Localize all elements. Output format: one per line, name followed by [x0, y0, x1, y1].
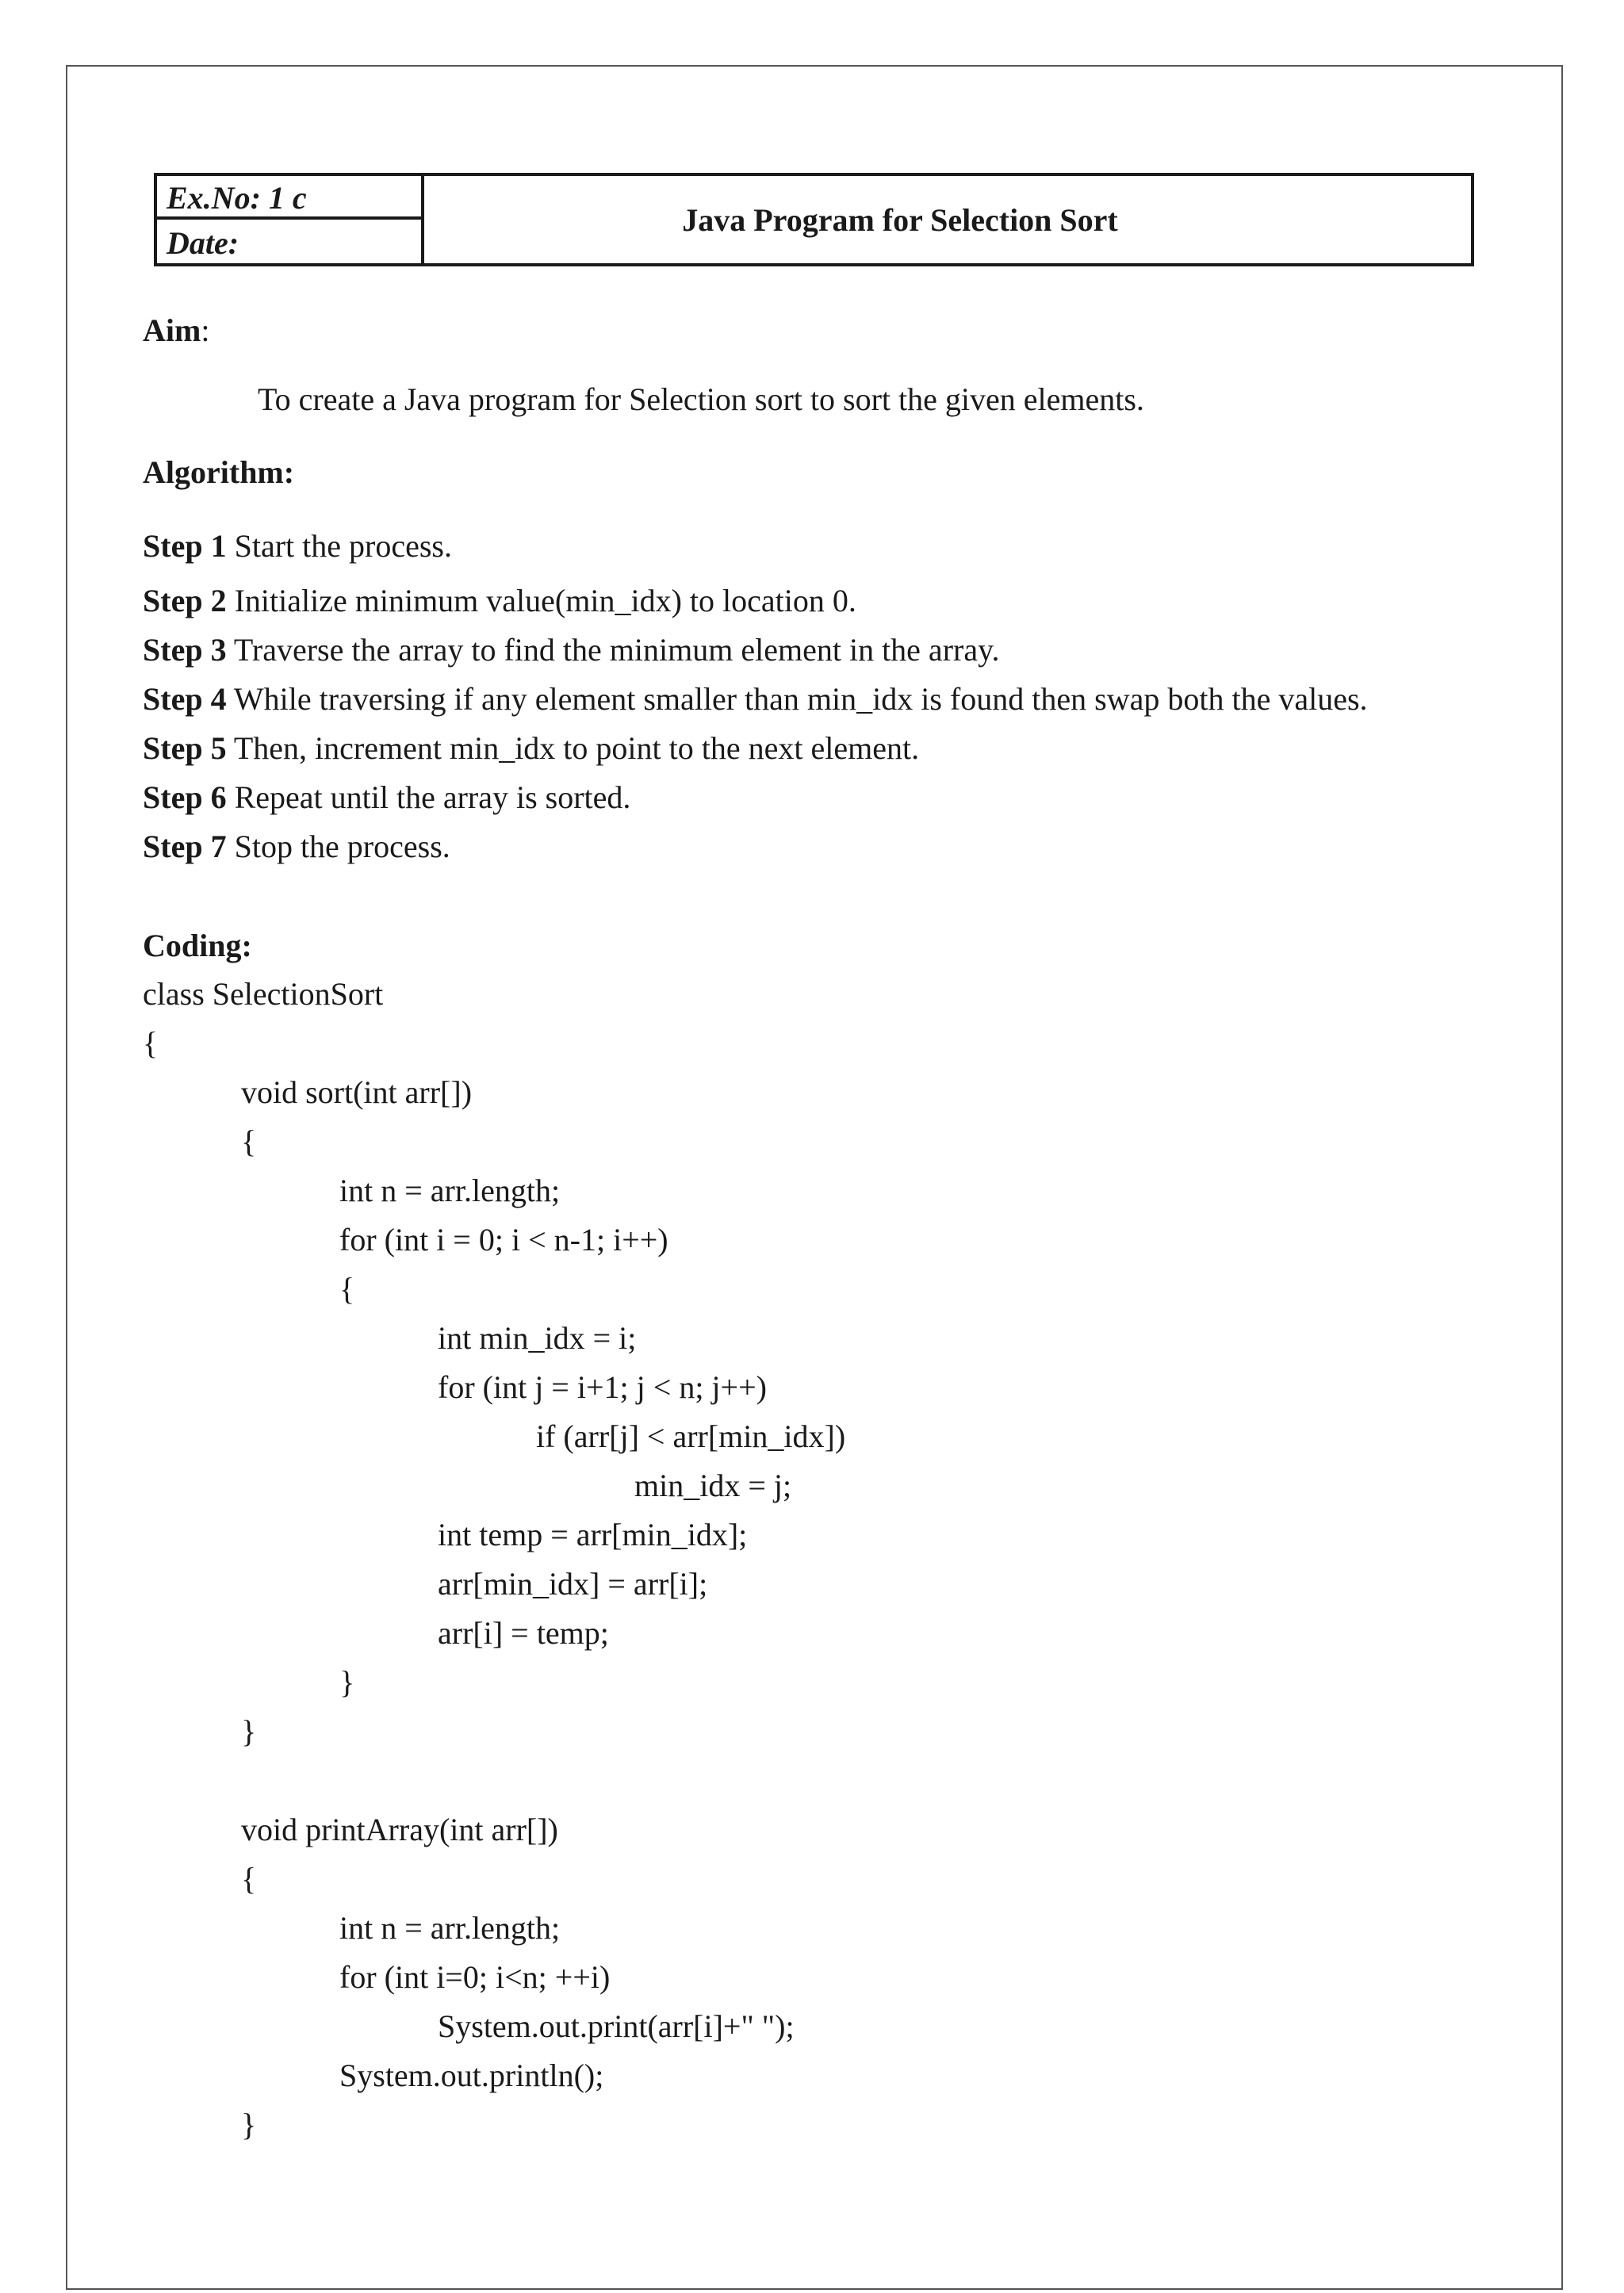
step-label: Step 4: [143, 681, 227, 717]
code-line: arr[i] = temp;: [438, 1615, 609, 1651]
step-text: Then, increment min_idx to point to the next element.: [233, 730, 920, 766]
code-line: for (int j = i+1; j < n; j++): [438, 1369, 767, 1405]
step-label: Step 3: [143, 632, 227, 668]
step-label: Step 1: [143, 528, 227, 564]
step-label: Step 6: [143, 779, 227, 815]
code-line: {: [241, 1861, 257, 1897]
header-left-column: [157, 176, 424, 263]
code-line: }: [241, 1713, 257, 1749]
algorithm-heading: Algorithm:: [143, 454, 295, 490]
coding-heading: Coding:: [143, 928, 252, 963]
code-line: }: [241, 2107, 257, 2142]
step-text: Repeat until the array is sorted.: [234, 779, 631, 815]
program-title: Java Program for Selection Sort: [682, 201, 1118, 238]
step-text: Traverse the array to find the minimum element in the array.: [233, 632, 1000, 668]
step-label: Step 2: [143, 583, 227, 618]
code-line: {: [241, 1124, 257, 1159]
algorithm-step: [143, 527, 452, 565]
code-line: {: [143, 1025, 159, 1061]
step-text: While traversing if any element smaller than min_idx is found then swap both the values.: [233, 681, 1368, 717]
step-label: Step 5: [143, 730, 227, 766]
algorithm-step: [143, 729, 919, 768]
code-line: {: [339, 1271, 355, 1307]
step-text: Stop the process.: [234, 829, 450, 864]
code-line: int n = arr.length;: [339, 1173, 561, 1208]
algorithm-step: [143, 582, 856, 620]
code-line: int n = arr.length;: [339, 1910, 561, 1946]
code-line: for (int i = 0; i < n-1; i++): [339, 1222, 668, 1258]
code-line: int min_idx = i;: [438, 1320, 637, 1356]
step-text: Initialize minimum value(min_idx) to location 0.: [234, 583, 856, 618]
ex-no-cell: Ex.No: 1 c: [157, 176, 421, 220]
code-line: }: [339, 1664, 355, 1700]
algorithm-step: [143, 828, 450, 866]
algorithm-step: [143, 680, 1368, 718]
step-label: Step 7: [143, 829, 227, 864]
aim-heading: [143, 312, 209, 350]
code-line: min_idx = j;: [634, 1468, 792, 1503]
header-table: [154, 173, 1474, 266]
aim-heading-colon: :: [201, 312, 210, 348]
algorithm-step: [143, 779, 630, 817]
aim-text: To create a Java program for Selection sort to sort the given elements.: [258, 381, 1144, 417]
code-line: void sort(int arr[]): [241, 1074, 473, 1110]
code-line: for (int i=0; i<n; ++i): [339, 1959, 611, 1995]
code-line: System.out.print(arr[i]+" ");: [438, 2008, 795, 2044]
code-line: class SelectionSort: [143, 976, 384, 1012]
date-cell: Date:: [167, 225, 239, 261]
aim-heading-text: Aim: [143, 312, 201, 348]
algorithm-step: [143, 631, 999, 669]
code-line: int temp = arr[min_idx];: [438, 1517, 748, 1552]
code-line: arr[min_idx] = arr[i];: [438, 1566, 708, 1602]
code-line: System.out.println();: [339, 2058, 604, 2093]
code-line: if (arr[j] < arr[min_idx]): [536, 1418, 846, 1454]
code-line: void printArray(int arr[]): [241, 1812, 558, 1847]
step-text: Start the process.: [234, 528, 452, 564]
